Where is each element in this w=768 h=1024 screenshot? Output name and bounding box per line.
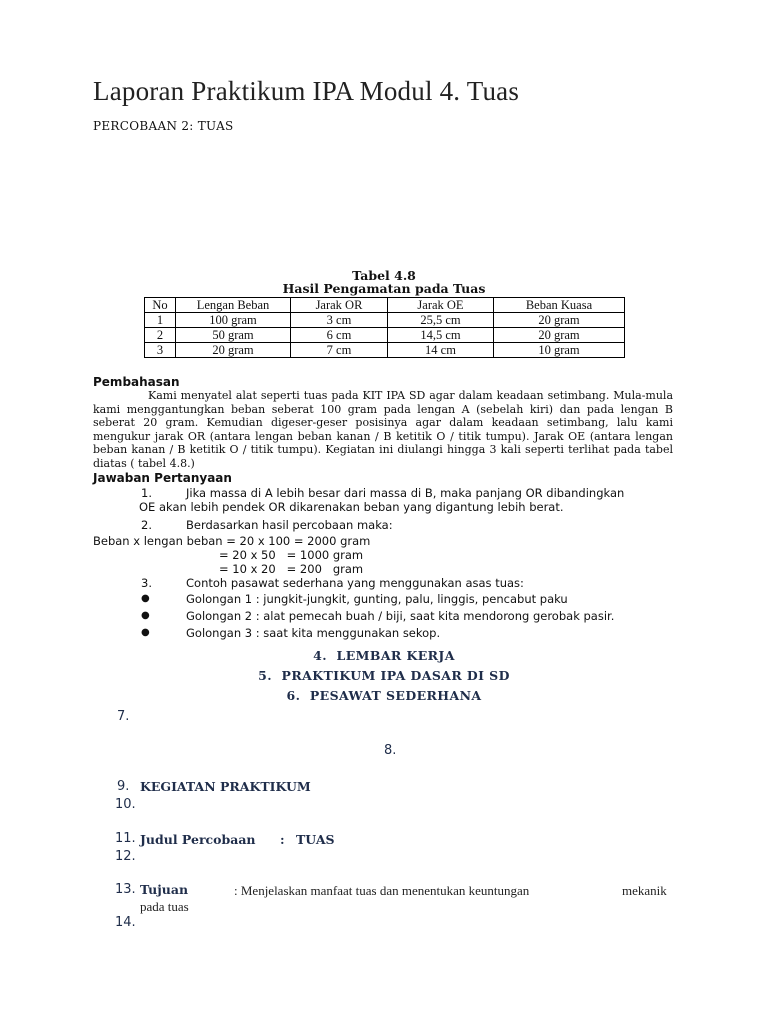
list-number: 12. <box>115 849 136 864</box>
observation-table <box>144 297 625 358</box>
kegiatan-heading: KEGIATAN PRAKTIKUM <box>140 779 311 794</box>
header-jarak-oe: Jarak OE <box>388 298 494 313</box>
table-cell: 20 gram <box>176 343 291 358</box>
pembahasan-heading: Pembahasan <box>93 375 180 389</box>
table-cell: 25,5 cm <box>388 313 494 328</box>
calculation-line-1: Beban x lengan beban = 20 x 100 = 2000 gram <box>93 534 371 548</box>
table-cell: 20 gram <box>494 328 625 343</box>
tujuan-value-cont: pada tuas <box>140 899 189 914</box>
bullet-icon: ● <box>141 610 150 621</box>
header-jarak-or: Jarak OR <box>291 298 388 313</box>
heading-number: 4. <box>313 648 327 663</box>
table-cell: 3 <box>145 343 176 358</box>
table-header-row <box>145 298 625 313</box>
header-no: No <box>145 298 176 313</box>
table-row <box>145 328 625 343</box>
tujuan-label: Tujuan <box>140 882 189 897</box>
answer-1-text-cont: OE akan lebih pendek OR dikarenakan beban yang digantung lebih berat. <box>139 500 564 514</box>
list-item: Golongan 2 : alat pemecah buah / biji, saat kita mendorong gerobak pasir. <box>186 609 615 623</box>
table-cell: 1 <box>145 313 176 328</box>
judul-label: Judul Percobaan <box>140 832 256 847</box>
list-number: 13. <box>115 882 136 897</box>
list-item: Golongan 3 : saat kita menggunakan sekop. <box>186 626 441 640</box>
heading-text: PRAKTIKUM IPA DASAR DI SD <box>281 668 510 683</box>
heading-lembar-kerja <box>0 648 768 663</box>
answer-1-text: Jika massa di A lebih besar dari massa di B, maka panjang OR dibandingkan <box>186 486 625 500</box>
answer-2-text: Berdasarkan hasil percobaan maka: <box>186 518 393 532</box>
table-cell: 3 cm <box>291 313 388 328</box>
table-cell: 50 gram <box>176 328 291 343</box>
answer-number: 2. <box>141 518 152 532</box>
heading-number: 5. <box>258 668 273 683</box>
answer-number: 1. <box>141 486 152 500</box>
table-caption-title: Hasil Pengamatan pada Tuas <box>282 281 486 296</box>
header-lengan-beban: Lengan Beban <box>176 298 291 313</box>
calculation-line-2: = 20 x 50 = 1000 gram <box>219 548 364 562</box>
list-number: 11. <box>115 831 136 846</box>
table-cell: 7 cm <box>291 343 388 358</box>
table-cell: 6 cm <box>291 328 388 343</box>
table-cell: 14,5 cm <box>388 328 494 343</box>
list-number: 7. <box>117 709 130 724</box>
list-number: 8. <box>384 743 397 758</box>
heading-text: LEMBAR KERJA <box>336 648 455 663</box>
table-cell: 10 gram <box>494 343 625 358</box>
judul-separator: : <box>280 832 285 847</box>
list-number: 10. <box>115 797 136 812</box>
page-title: Laporan Praktikum IPA Modul 4. Tuas <box>93 76 520 106</box>
table-cell: 2 <box>145 328 176 343</box>
table-caption-number: Tabel 4.8 <box>352 268 416 283</box>
table-cell: 20 gram <box>494 313 625 328</box>
calculation-line-3: = 10 x 20 = 200 gram <box>219 562 364 576</box>
tujuan-value: : Menjelaskan manfaat tuas dan menentukan keuntungan <box>234 883 530 898</box>
answer-3-text: Contoh pasawat sederhana yang menggunakan asas tuas: <box>186 576 524 590</box>
table-cell: 100 gram <box>176 313 291 328</box>
heading-number: 6. <box>286 688 301 703</box>
heading-text: PESAWAT SEDERHANA <box>309 688 482 703</box>
table-row <box>145 313 625 328</box>
experiment-subtitle: PERCOBAAN 2: TUAS <box>93 119 234 133</box>
list-number: 9. <box>117 779 130 794</box>
bullet-icon: ● <box>141 593 150 604</box>
list-item: Golongan 1 : jungkit-jungkit, gunting, palu, linggis, pencabut paku <box>186 592 568 606</box>
header-beban-kuasa: Beban Kuasa <box>494 298 625 313</box>
table-cell: 14 cm <box>388 343 494 358</box>
heading-pesawat <box>0 688 768 703</box>
list-number: 14. <box>115 915 136 930</box>
tujuan-value-end: mekanik <box>622 883 667 898</box>
bullet-icon: ● <box>141 627 150 638</box>
pembahasan-paragraph: Kami menyatel alat seperti tuas pada KIT IPA SD agar dalam keadaan setimbang. Mula-mula kami menggantungkan beban seberat 100 gram pada lengan A (sebelah kiri) dan pada lengan B seberat 20 gram. Kemudian digeser-geser posisinya agar dalam keadaan setimbang, lalu kami mengukur jarak OR (antara lengan beban kanan / B ketitik O / titik tumpu). Jarak OE (antara lengan beban kanan / B ketitik O / titik tumpu). Kegiatan ini diulangi hingga 3 kali seperti terlihat pada tabel diatas ( tabel 4.8.) <box>93 389 673 470</box>
heading-praktikum <box>0 668 768 683</box>
table-row <box>145 343 625 358</box>
answer-number: 3. <box>141 576 152 590</box>
judul-value: TUAS <box>296 832 335 847</box>
jawaban-heading: Jawaban Pertanyaan <box>93 471 232 485</box>
